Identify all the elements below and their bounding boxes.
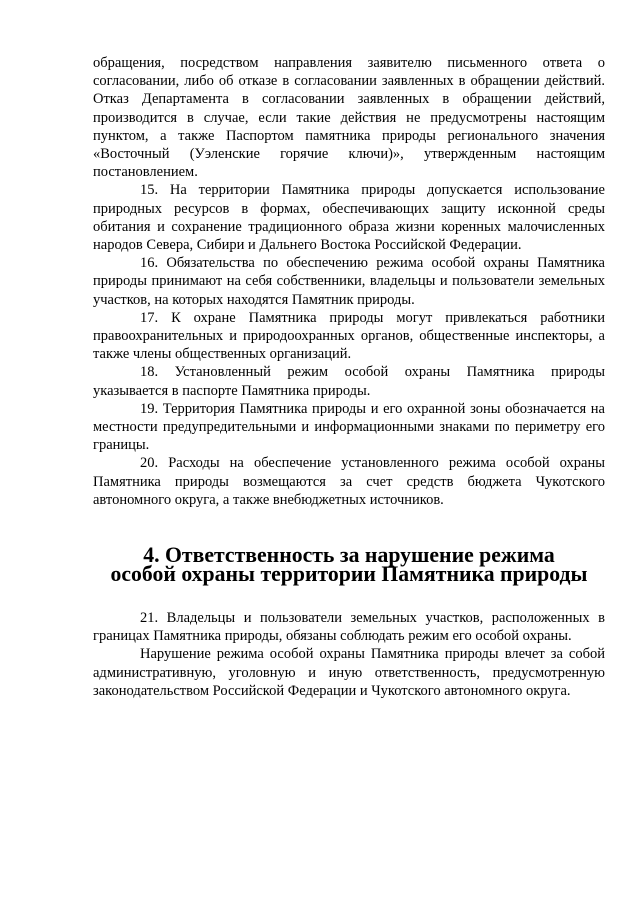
clause-17: 17. К охране Памятника природы могут привлекаться работники правоохранительных и природоохранных органов, общественные инспекторы, а также члены общественных организаций.: [93, 309, 605, 363]
clause-15: 15. На территории Памятника природы допускается использование природных ресурсов в формах, обеспечивающих защиту исконной среды обитания и сохранение традиционного образа жизни коренных малочисленных народов Севера, Сибири и Дальнего Востока Российской Федерации.: [93, 182, 605, 254]
liability-paragraph: Нарушение режима особой охраны Памятника природы влечет за собой административную, уголовную и иную ответственность, предусмотренную законодательством Российской Федерации и Чукотского автономного округа.: [93, 646, 605, 699]
clause-16: 16. Обязательства по обеспечению режима особой охраны Памятника природы принимают на себя собственники, владельцы и пользователи земельных участков, на которых находятся Памятник природы.: [93, 255, 605, 308]
section-4-heading-line-1: 4. Ответственность за нарушение режима: [143, 543, 555, 568]
section-4-heading-line-2: особой охраны территории Памятника природы: [110, 562, 588, 587]
continuation-paragraph: обращения, посредством направления заявителю письменного ответа о согласовании, либо об отказе в согласовании заявленных в обращении действий. Отказ Департамента в согласовании заявленных в обращении действий, производится в случае, если такие действия не предусмотрены настоящим пунктом, а также Паспортом памятника природы регионального значения «Восточный (Уэленские горячие ключи)», утвержденным настоящим постановлением.: [93, 55, 605, 181]
document-page: [93, 54, 605, 700]
clause-21: 21. Владельцы и пользователи земельных участков, расположенных в границах Памятника природы, обязаны соблюдать режим его особой охраны.: [93, 610, 605, 645]
clause-18: 18. Установленный режим особой охраны Памятника природы указывается в паспорте Памятника природы.: [93, 364, 605, 399]
section-4-heading: [93, 543, 605, 587]
clause-20: 20. Расходы на обеспечение установленного режима особой охраны Памятника природы возмещаются за счет средств бюджета Чукотского автономного округа, а также внебюджетных источников.: [93, 455, 605, 508]
clause-19: 19. Территория Памятника природы и его охранной зоны обозначается на местности предупредительными и информационными знаками по периметру его границы.: [93, 400, 605, 454]
